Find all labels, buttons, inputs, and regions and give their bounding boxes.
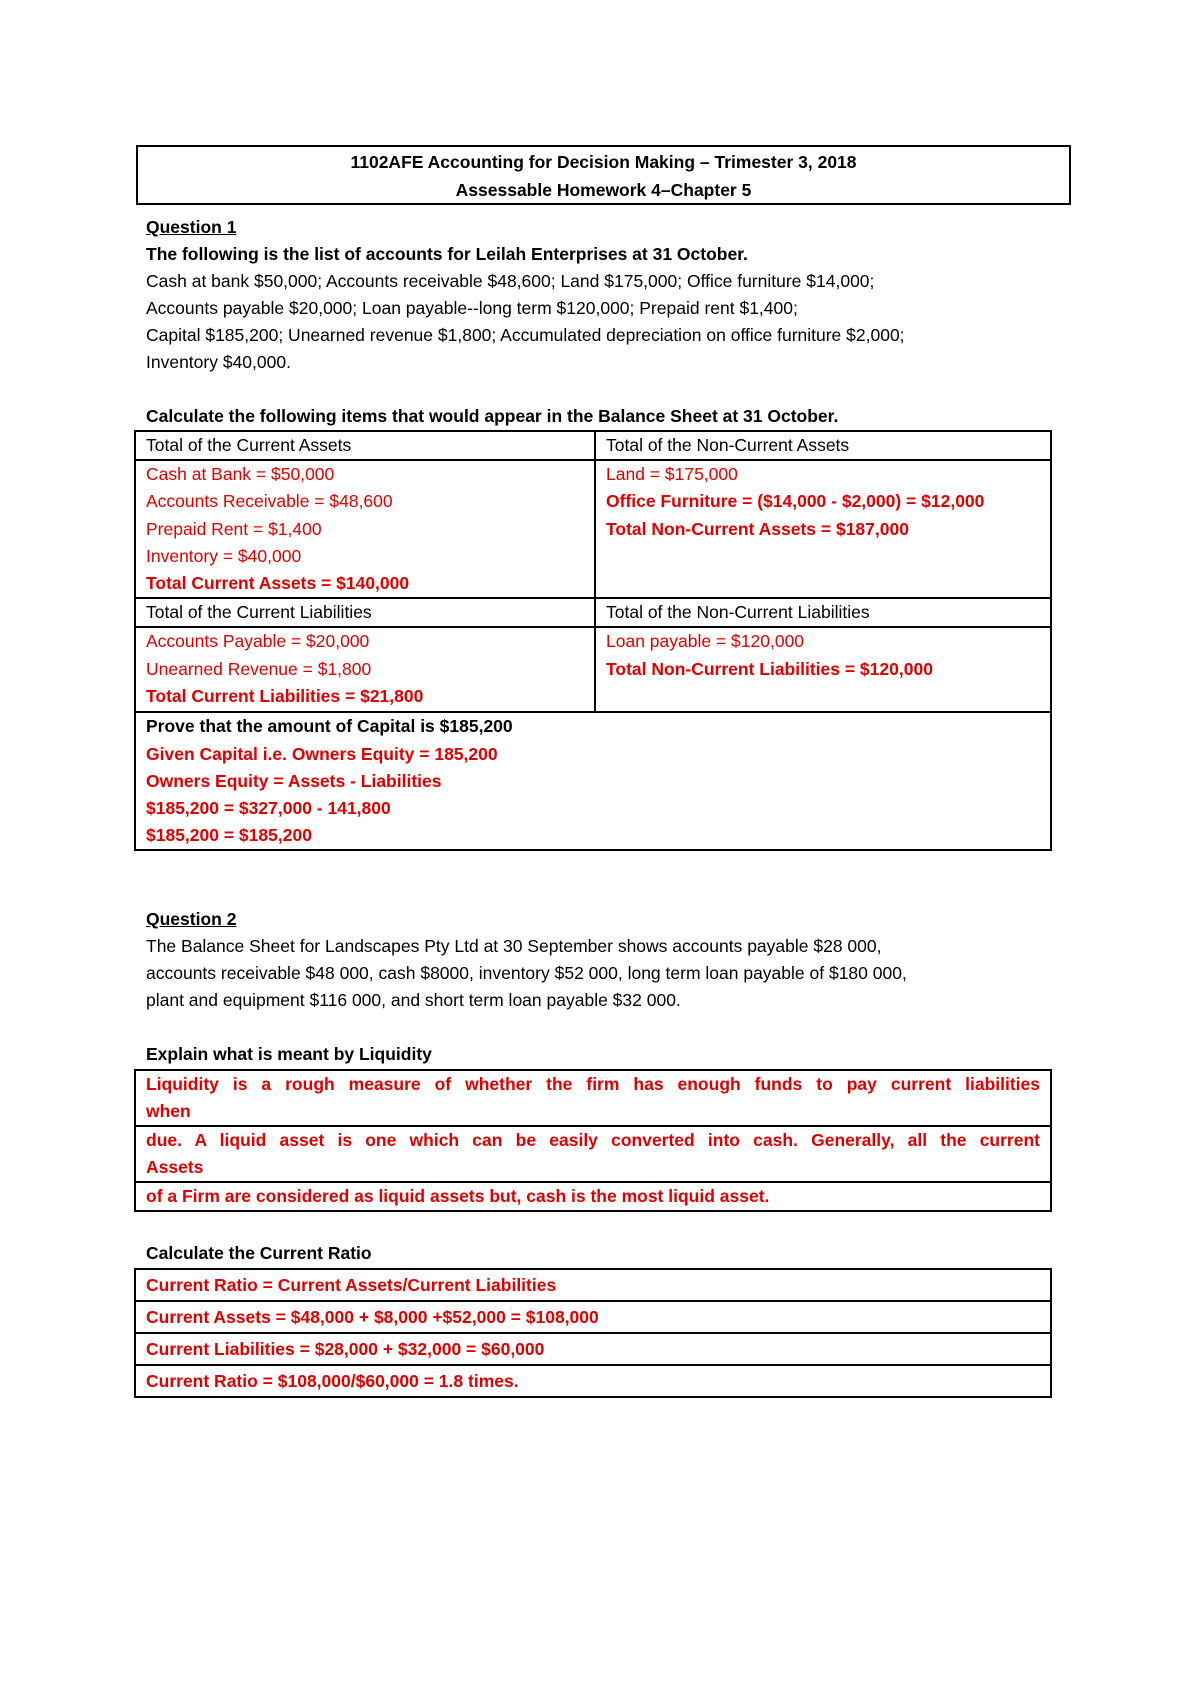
liquidity-row-text: due. A liquid asset is one which can be easily converted into cash. Generally, all the current <box>146 1130 1040 1150</box>
account-list-line: Capital $185,200; Unearned revenue $1,800; Accumulated depreciation on office furniture $2,000; <box>146 325 905 345</box>
noncurrent-liabilities-total: Total Non-Current Liabilities = $120,000 <box>606 658 933 679</box>
homework-title: Assessable Homework 4–Chapter 5 <box>455 180 752 200</box>
prove-capital-line: $185,200 = $327,000 - 141,800 <box>146 798 391 819</box>
header-box <box>136 145 1071 205</box>
current-liabilities-header: Total of the Current Liabilities <box>135 598 595 627</box>
current-ratio-row: Current Liabilities = $28,000 + $32,000 = $60,000 <box>135 1333 1051 1365</box>
question-1-instruction: Calculate the following items that would appear in the Balance Sheet at 31 October. <box>146 406 839 426</box>
prove-capital-heading: Prove that the amount of Capital is $185,200 <box>146 716 513 737</box>
liquidity-row <box>135 1070 1051 1126</box>
liquidity-heading: Explain what is meant by Liquidity <box>146 1044 432 1064</box>
question-1-title: Question 1 <box>146 217 237 237</box>
liquidity-row-text: Liquidity is a rough measure of whether the firm has enough funds to pay current liabilities <box>146 1074 1040 1094</box>
question-2-text-line: accounts receivable $48 000, cash $8000, inventory $52 000, long term loan payable of $180 000, <box>146 963 907 983</box>
prove-capital-line: Given Capital i.e. Owners Equity = 185,200 <box>146 743 498 764</box>
current-asset-item: Prepaid Rent = $1,400 <box>146 518 322 539</box>
noncurrent-liabilities-cell <box>595 627 1051 712</box>
current-ratio-row: Current Assets = $48,000 + $8,000 +$52,000 = $108,000 <box>135 1301 1051 1333</box>
question-1-intro: The following is the list of accounts for Leilah Enterprises at 31 October. <box>146 244 748 264</box>
question-2-title: Question 2 <box>146 909 237 929</box>
current-ratio-row: Current Ratio = Current Assets/Current Liabilities <box>135 1269 1051 1301</box>
prove-capital-cell <box>135 712 1051 850</box>
prove-capital-line: $185,200 = $185,200 <box>146 825 312 846</box>
prove-capital-line: Owners Equity = Assets - Liabilities <box>146 770 442 791</box>
noncurrent-liability-item: Loan payable = $120,000 <box>606 631 805 652</box>
current-liabilities-cell <box>135 627 595 712</box>
liquidity-row-text: Assets <box>146 1157 204 1177</box>
balance-sheet-table <box>134 430 1052 851</box>
liquidity-row <box>135 1182 1051 1211</box>
noncurrent-assets-header: Total of the Non-Current Assets <box>595 431 1051 460</box>
current-asset-item: Cash at Bank = $50,000 <box>146 464 335 485</box>
current-assets-total: Total Current Assets = $140,000 <box>146 573 410 594</box>
account-list-line: Accounts payable $20,000; Loan payable--long term $120,000; Prepaid rent $1,400; <box>146 298 798 318</box>
account-list-line: Cash at bank $50,000; Accounts receivable $48,600; Land $175,000; Office furniture $14,000; <box>146 271 875 291</box>
current-asset-item: Accounts Receivable = $48,600 <box>146 491 393 512</box>
noncurrent-asset-item: Land = $175,000 <box>606 464 738 485</box>
liquidity-row-text: of a Firm are considered as liquid assets but, cash is the most liquid asset. <box>146 1186 770 1206</box>
question-2-text-line: plant and equipment $116 000, and short term loan payable $32 000. <box>146 990 681 1010</box>
current-ratio-row: Current Ratio = $108,000/$60,000 = 1.8 times. <box>135 1365 1051 1397</box>
current-ratio-heading: Calculate the Current Ratio <box>146 1243 372 1263</box>
current-asset-item: Inventory = $40,000 <box>146 545 302 566</box>
noncurrent-assets-total: Total Non-Current Assets = $187,000 <box>606 518 909 539</box>
course-title: 1102AFE Accounting for Decision Making – Trimester 3, 2018 <box>350 152 857 172</box>
current-liabilities-total: Total Current Liabilities = $21,800 <box>146 685 424 706</box>
question-2-text-line: The Balance Sheet for Landscapes Pty Ltd at 30 September shows accounts payable $28 000, <box>146 936 882 956</box>
current-assets-header: Total of the Current Assets <box>135 431 595 460</box>
office-furniture-item: Office Furniture = ($14,000 - $2,000) = $12,000 <box>606 491 985 512</box>
current-ratio-table <box>134 1268 1052 1398</box>
liquidity-answer-table <box>134 1069 1052 1212</box>
noncurrent-assets-cell <box>595 460 1051 598</box>
account-list-line: Inventory $40,000. <box>146 352 291 372</box>
liquidity-row-text: when <box>146 1101 191 1121</box>
current-liability-item: Accounts Payable = $20,000 <box>146 631 370 652</box>
current-assets-cell <box>135 460 595 598</box>
liquidity-row <box>135 1126 1051 1182</box>
noncurrent-liabilities-header: Total of the Non-Current Liabilities <box>595 598 1051 627</box>
current-liability-item: Unearned Revenue = $1,800 <box>146 658 372 679</box>
